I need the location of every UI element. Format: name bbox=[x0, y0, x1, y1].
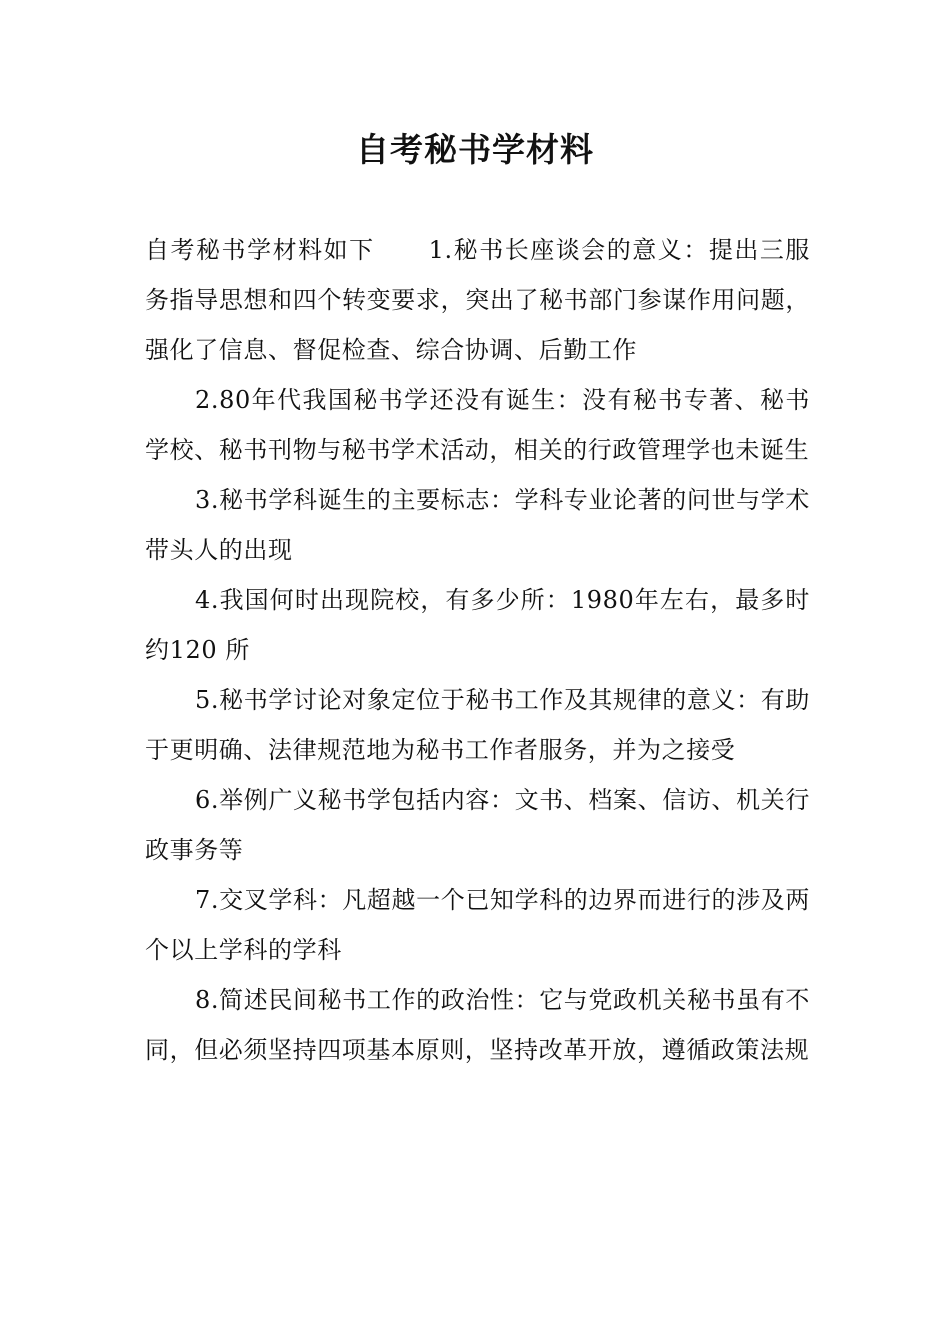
list-item-5: 5.秘书学讨论对象定位于秘书工作及其规律的意义：有助于更明确、法律规范地为秘书工作者服务，并为之接受 bbox=[145, 686, 810, 764]
list-item-2: 2.80年代我国秘书学还没有诞生：没有秘书专著、秘书学校、秘书刊物与秘书学术活动，相关的行政管理学也未诞生 bbox=[145, 386, 810, 464]
document-body bbox=[145, 225, 810, 1075]
intro-lead: 自考秘书学材料如下 bbox=[145, 236, 375, 264]
intro-paragraph bbox=[145, 225, 810, 375]
document-title: 自考秘书学材料 bbox=[356, 130, 594, 169]
list-item-3: 3.秘书学科诞生的主要标志：学科专业论著的问世与学术带头人的出现 bbox=[145, 486, 810, 564]
list-item-6: 6.举例广义秘书学包括内容：文书、档案、信访、机关行政事务等 bbox=[145, 786, 810, 864]
intro-item: 1.秘书长座谈会的意义：提出三服务指导思想和四个转变要求，突出了秘书部门参谋作用问题，强化了信息、督促检查、综合协调、后勤工作 bbox=[145, 236, 810, 364]
list-item-8: 8.简述民间秘书工作的政治性：它与党政机关秘书虽有不同，但必须坚持四项基本原则，坚持改革开放，遵循政策法规 bbox=[145, 986, 810, 1064]
list-item-4: 4.我国何时出现院校，有多少所：1980年左右，最多时约120 所 bbox=[145, 586, 810, 664]
list-item-7: 7.交叉学科：凡超越一个已知学科的边界而进行的涉及两个以上学科的学科 bbox=[145, 886, 810, 964]
